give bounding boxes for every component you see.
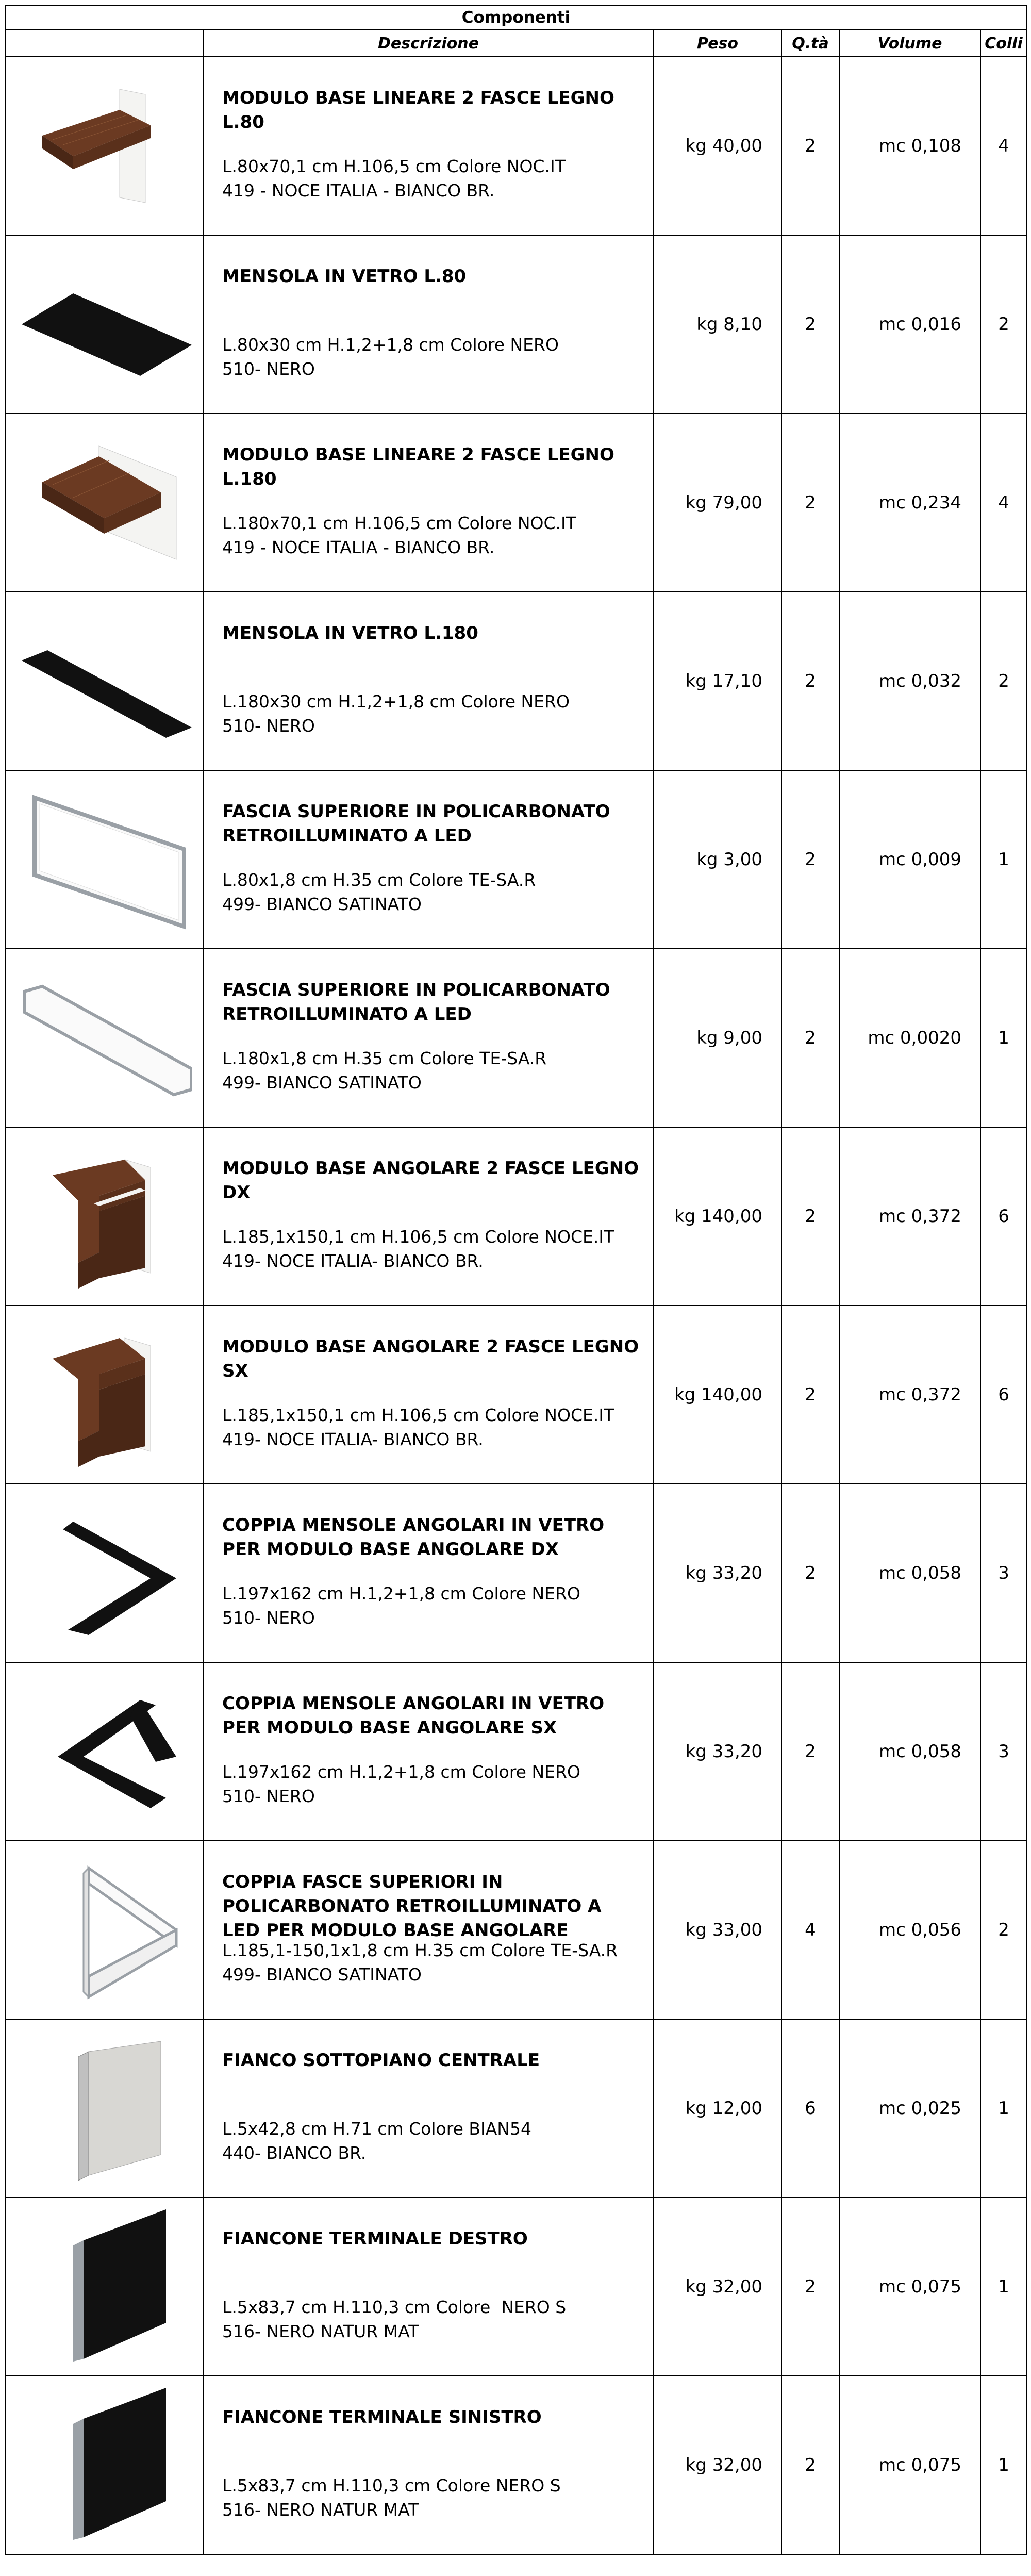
product-dimensions bbox=[222, 1403, 648, 1451]
volume-cell: mc 0,075 bbox=[839, 2198, 980, 2376]
header-weight: Peso bbox=[654, 30, 781, 57]
product-image bbox=[5, 592, 203, 770]
product-dimensions bbox=[222, 1225, 648, 1273]
packages-cell: 1 bbox=[980, 949, 1027, 1127]
quantity-cell: 2 bbox=[781, 414, 839, 592]
description-cell bbox=[203, 1306, 654, 1484]
packages-cell: 2 bbox=[980, 235, 1027, 414]
product-image bbox=[5, 57, 203, 235]
packages-cell: 6 bbox=[980, 1306, 1027, 1484]
weight-cell: kg 33,20 bbox=[654, 1484, 781, 1662]
volume-cell: mc 0,075 bbox=[839, 2376, 980, 2554]
description-cell bbox=[203, 1841, 654, 2019]
dimensions-text: L.80x70,1 cm H.106,5 cm Colore NOC.IT bbox=[222, 156, 566, 176]
end-panel-black-left-icon bbox=[6, 2383, 203, 2548]
dimensions-text: L.5x83,7 cm H.110,3 cm Colore NERO S bbox=[222, 2297, 567, 2317]
quantity-cell: 6 bbox=[781, 2019, 839, 2198]
color-code-text: 516- NERO NATUR MAT bbox=[222, 2321, 419, 2341]
header-qty: Q.tà bbox=[781, 30, 839, 57]
table-row-10 bbox=[5, 1662, 1027, 1841]
weight-cell: kg 33,20 bbox=[654, 1662, 781, 1841]
product-image bbox=[5, 1306, 203, 1484]
volume-cell: mc 0,058 bbox=[839, 1484, 980, 1662]
weight-cell: kg 40,00 bbox=[654, 57, 781, 235]
description-cell bbox=[203, 235, 654, 414]
product-name: COPPIA MENSOLE ANGOLARI IN VETRO PER MODULO BASE ANGOLARE SX bbox=[222, 1693, 605, 1738]
quantity-cell: 2 bbox=[781, 2376, 839, 2554]
packages-cell: 3 bbox=[980, 1484, 1027, 1662]
product-dimensions bbox=[222, 1938, 648, 1987]
table-row-3 bbox=[5, 414, 1027, 592]
product-name: MODULO BASE LINEARE 2 FASCE LEGNO L.180 bbox=[222, 444, 614, 489]
packages-cell: 1 bbox=[980, 2019, 1027, 2198]
description-cell bbox=[203, 592, 654, 770]
glass-shelf-icon bbox=[6, 268, 203, 381]
color-code-text: 419- NOCE ITALIA- BIANCO BR. bbox=[222, 1251, 484, 1271]
table-title: Componenti bbox=[5, 5, 1027, 30]
table-row-13 bbox=[5, 2198, 1027, 2376]
color-code-text: 516- NERO NATUR MAT bbox=[222, 2500, 419, 2520]
quantity-cell: 2 bbox=[781, 235, 839, 414]
led-panel-icon bbox=[6, 787, 203, 932]
product-dimensions bbox=[222, 2473, 648, 2522]
color-code-text: 499- BIANCO SATINATO bbox=[222, 894, 422, 914]
corner-led-panel-icon bbox=[6, 1858, 203, 2002]
description-cell bbox=[203, 414, 654, 592]
dimensions-text: L.5x42,8 cm H.71 cm Colore BIAN54 bbox=[222, 2119, 531, 2139]
description-cell bbox=[203, 770, 654, 949]
description-cell bbox=[203, 2376, 654, 2554]
header-description: Descrizione bbox=[203, 30, 654, 57]
product-image bbox=[5, 2198, 203, 2376]
dimensions-text: L.5x83,7 cm H.110,3 cm Colore NERO S bbox=[222, 2475, 561, 2496]
led-panel-long-icon bbox=[6, 971, 203, 1105]
wood-base-corner-dx-icon bbox=[6, 1139, 203, 1294]
table-row-9 bbox=[5, 1484, 1027, 1662]
glass-shelf-long-icon bbox=[6, 619, 203, 743]
dimensions-text: L.197x162 cm H.1,2+1,8 cm Colore NERO bbox=[222, 1762, 580, 1782]
volume-cell: mc 0,056 bbox=[839, 1841, 980, 2019]
product-name: COPPIA FASCE SUPERIORI IN POLICARBONATO RETROILLUMINATO A LED PER MODULO BASE ANGOLARE bbox=[222, 1872, 602, 1941]
header-packages: Colli bbox=[980, 30, 1027, 57]
color-code-text: 499- BIANCO SATINATO bbox=[222, 1072, 422, 1093]
table-row-14 bbox=[5, 2376, 1027, 2554]
product-dimensions bbox=[222, 333, 648, 381]
product-dimensions bbox=[222, 2117, 648, 2165]
weight-cell: kg 17,10 bbox=[654, 592, 781, 770]
volume-cell: mc 0,032 bbox=[839, 592, 980, 770]
weight-cell: kg 12,00 bbox=[654, 2019, 781, 2198]
packages-cell: 3 bbox=[980, 1662, 1027, 1841]
weight-cell: kg 140,00 bbox=[654, 1127, 781, 1306]
color-code-text: 510- NERO bbox=[222, 359, 315, 379]
dimensions-text: L.80x30 cm H.1,2+1,8 cm Colore NERO bbox=[222, 335, 559, 355]
description-cell bbox=[203, 1662, 654, 1841]
color-code-text: 419 - NOCE ITALIA - BIANCO BR. bbox=[222, 537, 495, 557]
dimensions-text: L.185,1x150,1 cm H.106,5 cm Colore NOCE.IT bbox=[222, 1405, 614, 1425]
corner-shelf-dx-icon bbox=[6, 1506, 203, 1640]
product-name: FIANCONE TERMINALE DESTRO bbox=[222, 2228, 528, 2249]
packages-cell: 4 bbox=[980, 414, 1027, 592]
product-dimensions bbox=[222, 154, 648, 203]
color-code-text: 510- NERO bbox=[222, 1608, 315, 1628]
table-row-12 bbox=[5, 2019, 1027, 2198]
table-row-11 bbox=[5, 1841, 1027, 2019]
quantity-cell: 2 bbox=[781, 1662, 839, 1841]
packages-cell: 4 bbox=[980, 57, 1027, 235]
wood-base-linear-long-icon bbox=[6, 436, 203, 570]
product-image bbox=[5, 1841, 203, 2019]
header-volume: Volume bbox=[839, 30, 980, 57]
table-row-2 bbox=[5, 235, 1027, 414]
quantity-cell: 2 bbox=[781, 949, 839, 1127]
quantity-cell: 2 bbox=[781, 1484, 839, 1662]
end-panel-black-right-icon bbox=[6, 2204, 203, 2369]
volume-cell: mc 0,372 bbox=[839, 1127, 980, 1306]
table-row-6 bbox=[5, 949, 1027, 1127]
table-row-4 bbox=[5, 592, 1027, 770]
dimensions-text: L.80x1,8 cm H.35 cm Colore TE-SA.R bbox=[222, 870, 536, 890]
table-row-8 bbox=[5, 1306, 1027, 1484]
weight-cell: kg 3,00 bbox=[654, 770, 781, 949]
product-image bbox=[5, 1662, 203, 1841]
packages-cell: 6 bbox=[980, 1127, 1027, 1306]
product-name: COPPIA MENSOLE ANGOLARI IN VETRO PER MODULO BASE ANGOLARE DX bbox=[222, 1515, 605, 1560]
product-dimensions bbox=[222, 868, 648, 916]
packages-cell: 1 bbox=[980, 2198, 1027, 2376]
components-table bbox=[5, 5, 1027, 2555]
header-image bbox=[5, 30, 203, 57]
product-name: MODULO BASE LINEARE 2 FASCE LEGNO L.80 bbox=[222, 88, 614, 133]
volume-cell: mc 0,372 bbox=[839, 1306, 980, 1484]
product-image bbox=[5, 2019, 203, 2198]
weight-cell: kg 140,00 bbox=[654, 1306, 781, 1484]
description-cell bbox=[203, 1127, 654, 1306]
product-image bbox=[5, 1127, 203, 1306]
table-row-7 bbox=[5, 1127, 1027, 1306]
packages-cell: 2 bbox=[980, 592, 1027, 770]
volume-cell: mc 0,234 bbox=[839, 414, 980, 592]
quantity-cell: 2 bbox=[781, 592, 839, 770]
wood-base-linear-icon bbox=[6, 79, 203, 213]
weight-cell: kg 79,00 bbox=[654, 414, 781, 592]
product-name: MENSOLA IN VETRO L.80 bbox=[222, 266, 467, 287]
product-name: MODULO BASE ANGOLARE 2 FASCE LEGNO SX bbox=[222, 1336, 639, 1381]
product-dimensions bbox=[222, 511, 648, 559]
weight-cell: kg 33,00 bbox=[654, 1841, 781, 2019]
dimensions-text: L.180x1,8 cm H.35 cm Colore TE-SA.R bbox=[222, 1048, 547, 1068]
product-dimensions bbox=[222, 2295, 648, 2343]
product-name: MODULO BASE ANGOLARE 2 FASCE LEGNO DX bbox=[222, 1158, 639, 1203]
color-code-text: 419- NOCE ITALIA- BIANCO BR. bbox=[222, 1429, 484, 1449]
quantity-cell: 2 bbox=[781, 1127, 839, 1306]
product-image bbox=[5, 770, 203, 949]
product-image bbox=[5, 2376, 203, 2554]
volume-cell: mc 0,009 bbox=[839, 770, 980, 949]
product-image bbox=[5, 414, 203, 592]
weight-cell: kg 32,00 bbox=[654, 2376, 781, 2554]
quantity-cell: 2 bbox=[781, 1306, 839, 1484]
quantity-cell: 2 bbox=[781, 770, 839, 949]
quantity-cell: 4 bbox=[781, 1841, 839, 2019]
weight-cell: kg 9,00 bbox=[654, 949, 781, 1127]
product-name: FIANCO SOTTOPIANO CENTRALE bbox=[222, 2050, 540, 2071]
product-dimensions bbox=[222, 689, 648, 738]
packages-cell: 1 bbox=[980, 770, 1027, 949]
dimensions-text: L.185,1-150,1x1,8 cm H.35 cm Colore TE-SA.R bbox=[222, 1940, 618, 1960]
packages-cell: 2 bbox=[980, 1841, 1027, 2019]
product-name: MENSOLA IN VETRO L.180 bbox=[222, 623, 478, 643]
product-image bbox=[5, 1484, 203, 1662]
description-cell bbox=[203, 2198, 654, 2376]
volume-cell: mc 0,108 bbox=[839, 57, 980, 235]
description-cell bbox=[203, 57, 654, 235]
volume-cell: mc 0,025 bbox=[839, 2019, 980, 2198]
description-cell bbox=[203, 1484, 654, 1662]
weight-cell: kg 32,00 bbox=[654, 2198, 781, 2376]
volume-cell: mc 0,058 bbox=[839, 1662, 980, 1841]
product-dimensions bbox=[222, 1046, 648, 1095]
color-code-text: 510- NERO bbox=[222, 716, 315, 736]
table-row-1 bbox=[5, 57, 1027, 235]
dimensions-text: L.197x162 cm H.1,2+1,8 cm Colore NERO bbox=[222, 1583, 580, 1604]
dimensions-text: L.185,1x150,1 cm H.106,5 cm Colore NOCE.IT bbox=[222, 1227, 614, 1247]
table-row-5 bbox=[5, 770, 1027, 949]
quantity-cell: 2 bbox=[781, 2198, 839, 2376]
corner-shelf-sx-icon bbox=[6, 1685, 203, 1819]
wood-base-corner-sx-icon bbox=[6, 1317, 203, 1472]
product-dimensions bbox=[222, 1581, 648, 1630]
color-code-text: 440- BIANCO BR. bbox=[222, 2143, 367, 2163]
product-dimensions bbox=[222, 1760, 648, 1808]
product-image bbox=[5, 235, 203, 414]
product-image bbox=[5, 949, 203, 1127]
dimensions-text: L.180x70,1 cm H.106,5 cm Colore NOC.IT bbox=[222, 513, 576, 533]
quantity-cell: 2 bbox=[781, 57, 839, 235]
volume-cell: mc 0,0020 bbox=[839, 949, 980, 1127]
product-name: FIANCONE TERMINALE SINISTRO bbox=[222, 2407, 542, 2428]
product-name: FASCIA SUPERIORE IN POLICARBONATO RETROILLUMINATO A LED bbox=[222, 980, 610, 1025]
color-code-text: 419 - NOCE ITALIA - BIANCO BR. bbox=[222, 180, 495, 201]
product-name: FASCIA SUPERIORE IN POLICARBONATO RETROILLUMINATO A LED bbox=[222, 801, 610, 846]
description-cell bbox=[203, 949, 654, 1127]
side-panel-white-icon bbox=[6, 2031, 203, 2186]
color-code-text: 499- BIANCO SATINATO bbox=[222, 1964, 422, 1985]
dimensions-text: L.180x30 cm H.1,2+1,8 cm Colore NERO bbox=[222, 691, 570, 712]
packages-cell: 1 bbox=[980, 2376, 1027, 2554]
weight-cell: kg 8,10 bbox=[654, 235, 781, 414]
volume-cell: mc 0,016 bbox=[839, 235, 980, 414]
description-cell bbox=[203, 2019, 654, 2198]
color-code-text: 510- NERO bbox=[222, 1786, 315, 1806]
